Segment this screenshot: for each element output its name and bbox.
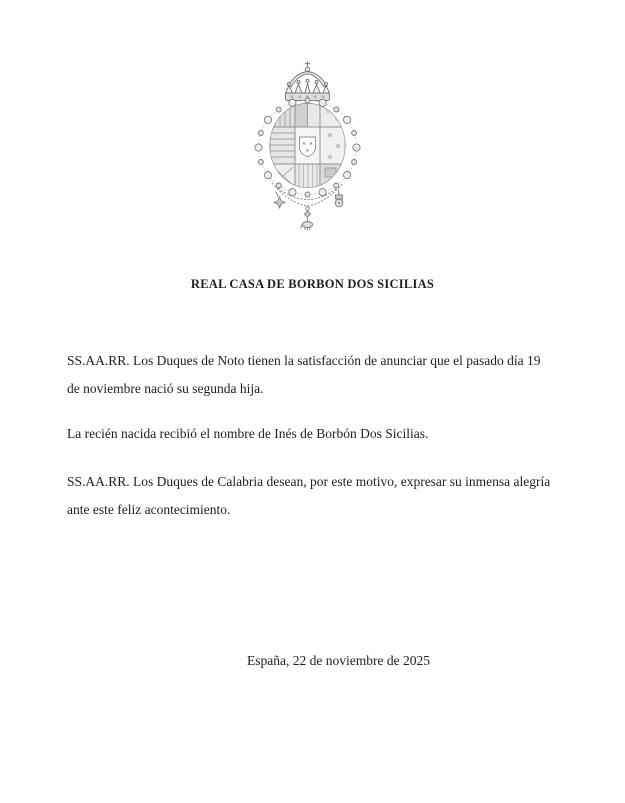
coat-of-arms-icon — [242, 55, 373, 240]
paragraph-line: de noviembre nació su segunda hija. — [67, 380, 264, 396]
announcement-paragraph — [67, 420, 597, 448]
royal-crown-icon — [286, 61, 330, 101]
quartered-shield-icon — [270, 103, 345, 188]
dateline: España, 22 de noviembre de 2025 — [247, 653, 430, 668]
order-pendants-icon — [272, 183, 343, 231]
announcement-paragraph — [67, 468, 597, 523]
paragraph-line: La recién nacida recibió el nombre de Inés de Borbón Dos Sicilias. — [67, 426, 429, 441]
house-heading: REAL CASA DE BORBON DOS SICILIAS — [190, 277, 435, 291]
coat-of-arms — [242, 55, 373, 240]
paragraph-line: SS.AA.RR. Los Duques de Noto tienen la satisfacción de anunciar que el pasado día 19 — [67, 353, 541, 368]
paragraph-line: SS.AA.RR. Los Duques de Calabria desean, por este motivo, expresar su inmensa alegría — [67, 474, 551, 489]
paragraph-line: ante este feliz acontecimiento. — [67, 501, 231, 517]
announcement-paragraph — [67, 347, 597, 402]
